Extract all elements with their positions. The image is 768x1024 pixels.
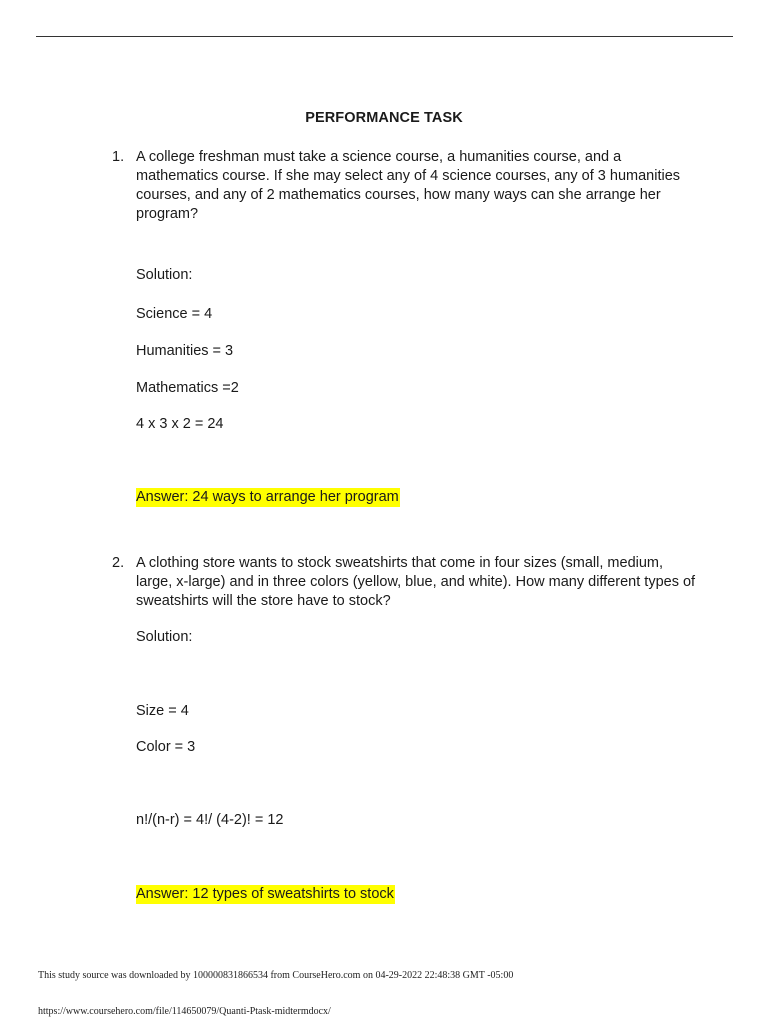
- problem-2-step: Size = 4: [136, 703, 189, 719]
- problem-2-step: Color = 3: [136, 739, 196, 755]
- problem-1-step: Mathematics =2: [136, 380, 239, 396]
- page-title: PERFORMANCE TASK: [305, 110, 463, 126]
- header-rule: [36, 36, 733, 37]
- problem-2-answer: [136, 886, 395, 902]
- problem-2-number: 2.: [112, 555, 125, 571]
- problem-2-step: n!/(n-r) = 4!/ (4-2)! = 12: [136, 812, 284, 828]
- problem-2-question: A clothing store wants to stock sweatshirts that come in four sizes (small, medium, large, x-large) and in three colors (yellow, blue, and white). How many different types of sweatshirts will the store have to stock?: [136, 555, 696, 609]
- problem-1-step: 4 x 3 x 2 = 24: [136, 416, 224, 432]
- problem-1-question: A college freshman must take a science course, a humanities course, and a mathematics course. If she may select any of 4 science courses, any of 3 humanities courses, and any of 2 mathematics courses, how many ways can she arrange her program?: [136, 149, 681, 222]
- source-url[interactable]: https://www.coursehero.com/file/114650079/Quanti-Ptask-midtermdocx/: [38, 1006, 331, 1017]
- problem-1-step: Humanities = 3: [136, 343, 234, 359]
- problem-1-solution-label: Solution:: [136, 267, 193, 283]
- problem-1-answer-highlight: Answer: 24 ways to arrange her program: [136, 489, 399, 505]
- problem-1-answer: [136, 489, 400, 505]
- problem-2-solution-label: Solution:: [136, 629, 193, 645]
- download-note: This study source was downloaded by 100000831866534 from CourseHero.com on 04-29-2022 22:48:38 GMT -05:00: [38, 970, 514, 981]
- problem-2-answer-highlight: Answer: 12 types of sweatshirts to stock: [136, 886, 394, 902]
- problem-1-number: 1.: [112, 149, 125, 165]
- problem-1-step: Science = 4: [136, 306, 213, 322]
